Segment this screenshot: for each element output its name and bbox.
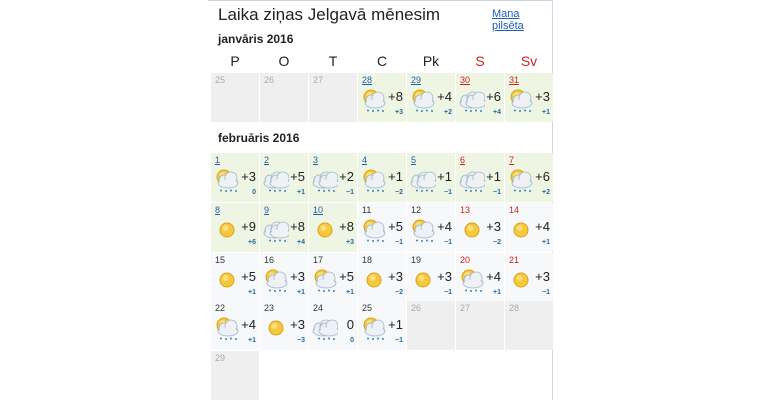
day-number: 28 (509, 303, 520, 313)
day-number[interactable]: 10 (313, 205, 324, 215)
night-temperature: −3 (297, 337, 305, 344)
my-city-link[interactable]: Mana pilsēta (492, 8, 524, 32)
day-number[interactable]: 7 (509, 155, 515, 165)
night-temperature: +4 (493, 109, 501, 116)
night-temperature: −1 (444, 289, 452, 296)
day-number: 14 (509, 205, 520, 215)
weekday-header: Pk (422, 53, 440, 69)
night-temperature: +3 (346, 239, 354, 246)
day-number: 17 (313, 255, 324, 265)
day-cell[interactable] (407, 203, 455, 252)
day-number: 25 (215, 75, 226, 85)
cloud-rain-icon (459, 87, 485, 113)
month-title: februāris 2016 (218, 131, 300, 145)
day-temperature: +3 (437, 269, 452, 284)
day-number: 27 (313, 75, 324, 85)
day-cell[interactable] (358, 203, 406, 252)
night-temperature: +2 (444, 109, 452, 116)
sun-icon (214, 267, 240, 293)
day-number: 13 (460, 205, 471, 215)
day-temperature: +1 (388, 169, 403, 184)
day-temperature: +3 (290, 317, 305, 332)
day-number[interactable]: 6 (460, 155, 466, 165)
day-number: 23 (264, 303, 275, 313)
night-temperature: −2 (395, 189, 403, 196)
day-temperature: +3 (535, 269, 550, 284)
day-temperature: +3 (241, 169, 256, 184)
day-cell[interactable] (456, 73, 504, 122)
day-cell (505, 301, 553, 350)
day-number: 22 (215, 303, 226, 313)
day-temperature: +4 (437, 89, 452, 104)
cloud-rain-icon (459, 167, 485, 193)
day-temperature: +9 (241, 219, 256, 234)
day-number[interactable]: 9 (264, 205, 270, 215)
weekday-header: C (376, 53, 388, 69)
day-number: 26 (264, 75, 275, 85)
day-cell[interactable] (211, 203, 259, 252)
day-cell (309, 73, 357, 122)
day-cell[interactable] (260, 301, 308, 350)
day-temperature: +4 (437, 219, 452, 234)
weekday-header: S (475, 53, 485, 69)
sun-icon (410, 267, 436, 293)
day-cell[interactable] (211, 153, 259, 202)
sun-icon (214, 217, 240, 243)
day-number: 18 (362, 255, 373, 265)
cloud-rain-icon (263, 167, 289, 193)
day-number: 29 (215, 353, 226, 363)
day-cell[interactable] (505, 73, 553, 122)
day-cell[interactable] (309, 203, 357, 252)
night-temperature: −2 (493, 239, 501, 246)
day-cell[interactable] (358, 253, 406, 302)
sun-cloud-rain-icon (263, 267, 289, 293)
night-temperature: −1 (444, 239, 452, 246)
sun-icon (312, 217, 338, 243)
cloud-rain-icon (410, 167, 436, 193)
day-temperature: +4 (241, 317, 256, 332)
day-temperature: +8 (290, 219, 305, 234)
night-temperature: +4 (297, 239, 305, 246)
sun-icon (459, 217, 485, 243)
night-temperature: 0 (350, 337, 354, 344)
day-temperature: +3 (388, 269, 403, 284)
sun-cloud-rain-icon (410, 87, 436, 113)
sun-cloud-rain-icon (361, 217, 387, 243)
weekday-header: T (328, 53, 338, 69)
day-temperature: +2 (339, 169, 354, 184)
day-cell[interactable] (309, 301, 357, 350)
day-cell[interactable] (358, 301, 406, 350)
day-temperature: +6 (486, 89, 501, 104)
day-temperature: +8 (339, 219, 354, 234)
night-temperature: −1 (542, 289, 550, 296)
day-temperature: +1 (437, 169, 452, 184)
sun-cloud-rain-icon (214, 315, 240, 341)
day-cell[interactable] (260, 253, 308, 302)
day-cell[interactable] (505, 203, 553, 252)
day-temperature: +3 (486, 219, 501, 234)
day-number[interactable]: 3 (313, 155, 319, 165)
day-temperature: +3 (290, 269, 305, 284)
day-number[interactable]: 31 (509, 75, 520, 85)
day-number[interactable]: 1 (215, 155, 221, 165)
day-cell[interactable] (211, 301, 259, 350)
sun-icon (508, 267, 534, 293)
day-cell (211, 351, 259, 400)
day-cell[interactable] (505, 253, 553, 302)
night-temperature: +1 (248, 289, 256, 296)
cloud-rain-icon (312, 167, 338, 193)
day-number[interactable]: 29 (411, 75, 422, 85)
day-temperature: +5 (388, 219, 403, 234)
day-temperature: +4 (535, 219, 550, 234)
page-title: Laika ziņas Jelgavā mēnesim (218, 5, 441, 24)
top-border (208, 0, 553, 1)
day-cell[interactable] (260, 153, 308, 202)
day-cell[interactable] (211, 253, 259, 302)
sun-cloud-rain-icon (410, 217, 436, 243)
day-cell[interactable] (456, 153, 504, 202)
day-number: 21 (509, 255, 520, 265)
day-number: 19 (411, 255, 422, 265)
day-number: 15 (215, 255, 226, 265)
day-number: 26 (411, 303, 422, 313)
weekday-header: P (230, 53, 240, 69)
day-temperature: +1 (486, 169, 501, 184)
day-number[interactable]: 4 (362, 155, 368, 165)
night-temperature: +1 (346, 289, 354, 296)
day-temperature: +4 (486, 269, 501, 284)
night-temperature: −1 (493, 189, 501, 196)
night-temperature: −1 (395, 239, 403, 246)
weekday-header: Sv (520, 53, 538, 69)
sun-icon (361, 267, 387, 293)
day-number: 24 (313, 303, 324, 313)
night-temperature: +1 (542, 109, 550, 116)
night-temperature: −1 (395, 337, 403, 344)
weekday-header: O (278, 53, 290, 69)
day-number: 16 (264, 255, 275, 265)
day-number: 25 (362, 303, 373, 313)
day-number: 20 (460, 255, 471, 265)
sun-icon (508, 217, 534, 243)
cloud-rain-icon (312, 315, 338, 341)
day-cell[interactable] (456, 253, 504, 302)
day-cell[interactable] (407, 153, 455, 202)
day-cell[interactable] (309, 253, 357, 302)
sun-cloud-rain-icon (508, 167, 534, 193)
night-temperature: +6 (248, 239, 256, 246)
day-temperature: +6 (535, 169, 550, 184)
sun-cloud-rain-icon (361, 87, 387, 113)
night-temperature: −2 (395, 289, 403, 296)
day-number: 27 (460, 303, 471, 313)
forecast-panel (208, 0, 553, 400)
sun-cloud-rain-icon (312, 267, 338, 293)
night-temperature: +2 (542, 189, 550, 196)
day-cell (407, 301, 455, 350)
day-cell[interactable] (407, 253, 455, 302)
day-temperature: +5 (339, 269, 354, 284)
day-temperature: +5 (241, 269, 256, 284)
day-temperature: +1 (388, 317, 403, 332)
day-temperature: +8 (388, 89, 403, 104)
night-temperature: +3 (395, 109, 403, 116)
night-temperature: +1 (248, 337, 256, 344)
cloud-rain-icon (263, 217, 289, 243)
night-temperature: −1 (444, 189, 452, 196)
day-number[interactable]: 5 (411, 155, 417, 165)
day-temperature: 0 (346, 317, 354, 332)
day-cell[interactable] (456, 203, 504, 252)
day-cell (456, 301, 504, 350)
day-cell[interactable] (309, 153, 357, 202)
day-cell (211, 73, 259, 122)
day-cell[interactable] (358, 73, 406, 122)
day-cell[interactable] (505, 153, 553, 202)
day-cell (260, 73, 308, 122)
day-number: 11 (362, 205, 372, 215)
day-number[interactable]: 2 (264, 155, 270, 165)
day-temperature: +5 (290, 169, 305, 184)
day-number[interactable]: 28 (362, 75, 373, 85)
day-cell[interactable] (260, 203, 308, 252)
sun-cloud-rain-icon (361, 167, 387, 193)
month-title: janvāris 2016 (218, 32, 294, 46)
sun-icon (263, 315, 289, 341)
night-temperature: +1 (297, 189, 305, 196)
day-cell[interactable] (358, 153, 406, 202)
night-temperature: −1 (346, 189, 354, 196)
day-temperature: +3 (535, 89, 550, 104)
day-number[interactable]: 8 (215, 205, 221, 215)
sun-cloud-rain-icon (459, 267, 485, 293)
sun-cloud-rain-icon (508, 87, 534, 113)
day-number: 12 (411, 205, 422, 215)
night-temperature: +1 (297, 289, 305, 296)
sun-cloud-rain-icon (361, 315, 387, 341)
day-cell[interactable] (407, 73, 455, 122)
night-temperature: +1 (542, 239, 550, 246)
day-number[interactable]: 30 (460, 75, 471, 85)
sun-cloud-rain-icon (214, 167, 240, 193)
night-temperature: 0 (252, 189, 256, 196)
night-temperature: +1 (493, 289, 501, 296)
